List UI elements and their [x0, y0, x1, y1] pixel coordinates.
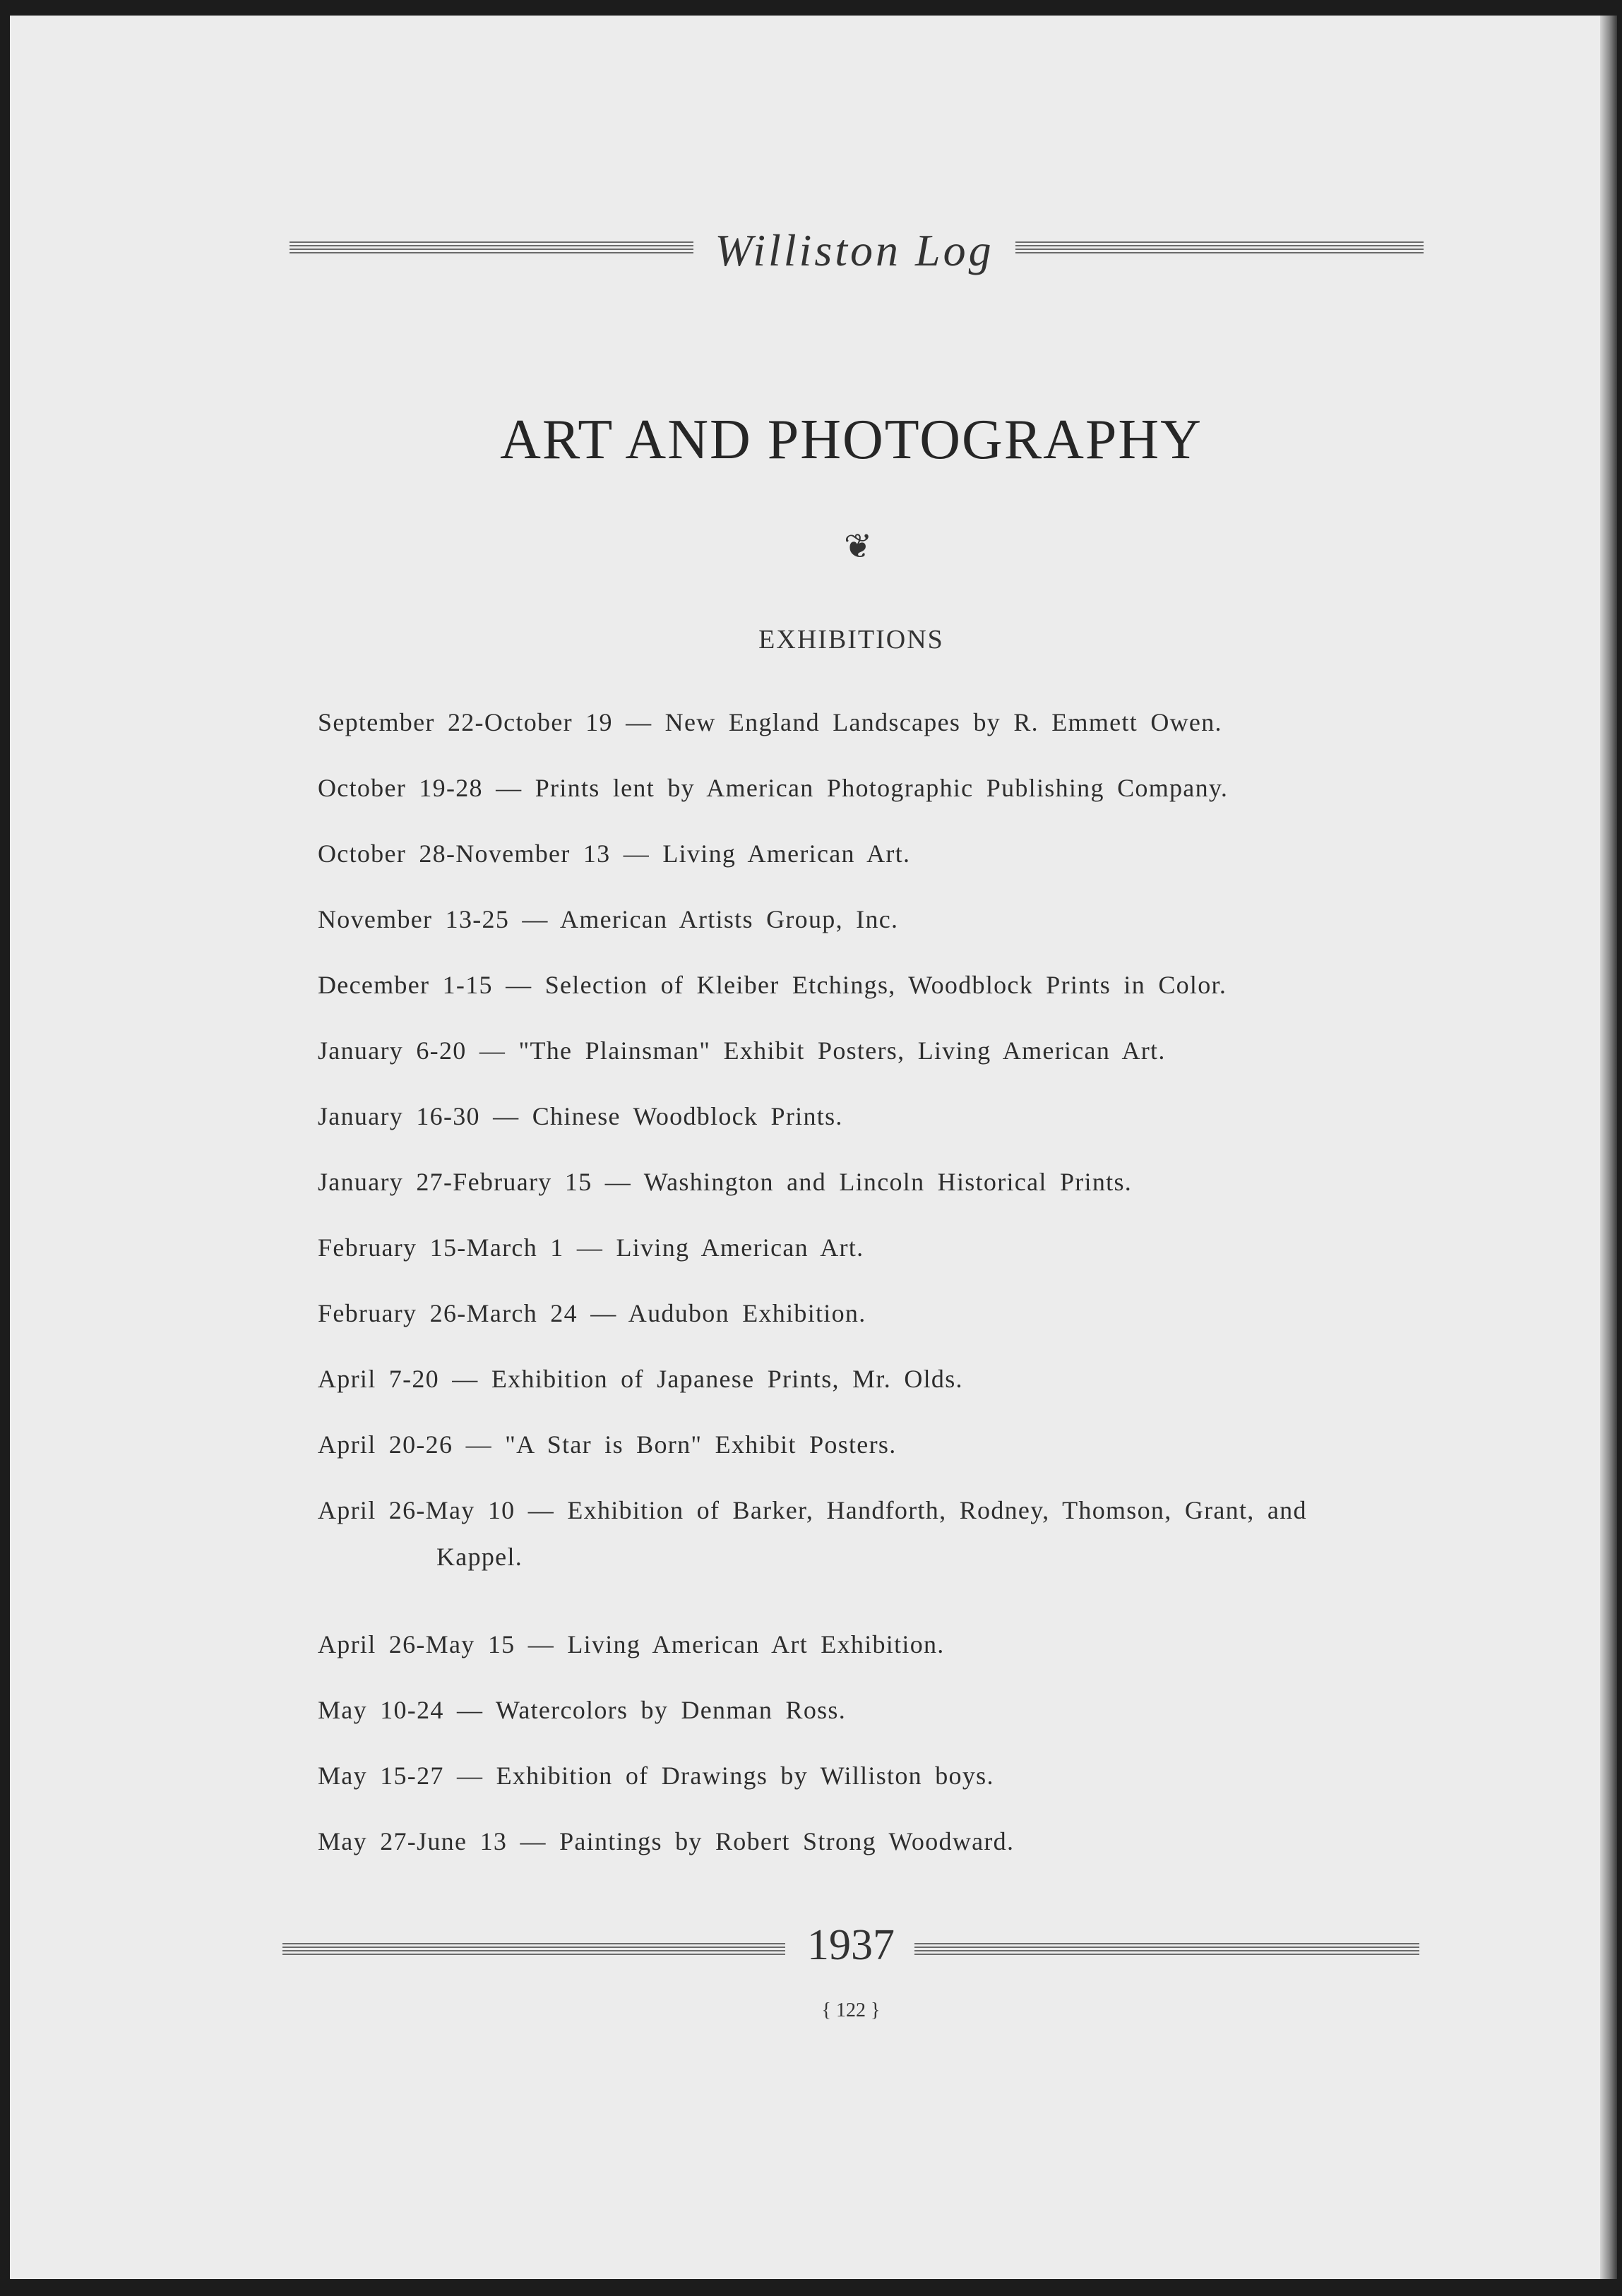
page-title: ART AND PHOTOGRAPHY [500, 409, 1203, 471]
page-edge [1600, 16, 1617, 2279]
page-number: { 122 } [821, 1999, 881, 2021]
exhibition-list [318, 699, 1384, 1884]
exhibition-entry: February 15-March 1 — Living American Art. [318, 1233, 864, 1262]
exhibition-entry: October 28-November 13 — Living American Art. [318, 839, 911, 868]
exhibition-entry: January 16-30 — Chinese Woodblock Prints. [318, 1102, 843, 1130]
exhibition-entry: January 27-February 15 — Washington and Lincoln Historical Prints. [318, 1168, 1133, 1196]
exhibition-entry: May 27-June 13 — Paintings by Robert Strong Woodward. [318, 1827, 1015, 1855]
exhibition-entry: December 1-15 — Selection of Kleiber Etchings, Woodblock Prints in Color. [318, 971, 1227, 999]
exhibition-entry: November 13-25 — American Artists Group, Inc. [318, 905, 899, 933]
exhibition-entry: January 6-20 — "The Plainsman" Exhibit Posters, Living American Art. [318, 1036, 1166, 1065]
header-rule-left [290, 241, 693, 256]
ornament-icon: ❦ [844, 528, 873, 566]
exhibition-entry: May 15-27 — Exhibition of Drawings by Williston boys. [318, 1762, 994, 1790]
footer-rule-right [914, 1943, 1419, 1957]
exhibition-entry: October 19-28 — Prints lent by American Photographic Publishing Company. [318, 774, 1229, 802]
exhibition-entry: April 7-20 — Exhibition of Japanese Prints, Mr. Olds. [318, 1365, 963, 1393]
exhibition-entry: April 26-May 10 — Exhibition of Barker, Handforth, Rodney, Thomson, Grant, and Kappel. [318, 1496, 1307, 1571]
footer-year: 1937 [807, 1921, 895, 1969]
exhibition-entry: February 26-March 24 — Audubon Exhibition. [318, 1299, 866, 1327]
exhibition-entry: May 10-24 — Watercolors by Denman Ross. [318, 1696, 847, 1724]
section-heading: EXHIBITIONS [758, 625, 944, 654]
exhibition-entry: September 22-October 19 — New England Landscapes by R. Emmett Owen. [318, 708, 1222, 736]
running-header: Williston Log [715, 225, 994, 275]
footer-rule-left [282, 1943, 785, 1957]
exhibition-entry: April 20-26 — "A Star is Born" Exhibit Posters. [318, 1430, 897, 1459]
header-rule-right [1015, 241, 1424, 256]
exhibition-entry: April 26-May 15 — Living American Art Exhibition. [318, 1630, 945, 1658]
